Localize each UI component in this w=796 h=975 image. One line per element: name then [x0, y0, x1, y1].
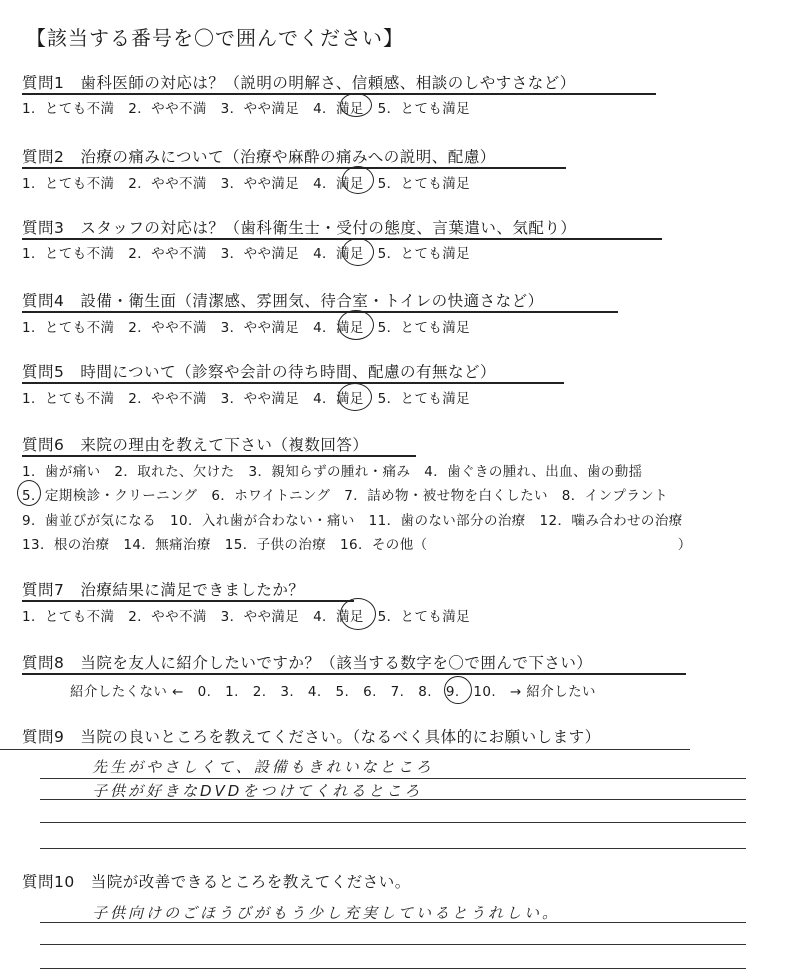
question-9-underline: [0, 749, 690, 750]
question-10-label: 質問10 当院が改善できるところを教えてください。: [22, 873, 411, 891]
question-2-underline: [22, 167, 566, 169]
question-8-scale: 紹介したくない ← 0. 1. 2. 3. 4. 5. 6. 7. 8. 9. 10. → 紹介したい: [70, 684, 596, 700]
question-1-label: 質問1 歯科医師の対応は？（説明の明解さ、信頼感、相談のしやすさなど）: [22, 74, 576, 92]
question-8-underline: [22, 673, 686, 675]
question-7-underline: [22, 600, 354, 602]
question-8-selected-circle: [444, 676, 472, 704]
question-1-selected-circle: [340, 93, 372, 117]
question-9-label: 質問9 当院の良いところを教えてください。（なるべく具体的にお願いします）: [22, 728, 601, 746]
question-4-selected-circle: [338, 310, 374, 340]
answer-line: [40, 822, 746, 823]
question-4-underline: [22, 311, 618, 313]
question-7-label: 質問7 治療結果に満足できましたか？: [22, 581, 305, 599]
question-6-line-1: 1．歯が痛い 2．取れた、欠けた 3．親知らずの腫れ・痛み 4．歯ぐきの腫れ、出血、歯の動揺: [22, 464, 643, 480]
question-5-label: 質問5 時間について（診察や会計の待ち時間、配慮の有無など）: [22, 363, 497, 381]
question-5-underline: [22, 382, 564, 384]
question-9-answer-2: 子供が好きなDVDをつけてくれるところ: [92, 782, 423, 800]
question-4-options: 1．とても不満 2．やや不満 3．やや満足 4．満足 5．とても満足: [22, 320, 471, 336]
question-10-answer-1: 子供向けのごほうびがもう少し充実しているとうれしい。: [92, 904, 561, 922]
question-3-underline: [22, 238, 662, 240]
question-3-selected-circle: [342, 238, 374, 266]
answer-line: [40, 848, 746, 849]
question-4-label: 質問4 設備・衛生面（清潔感、雰囲気、待合室・トイレの快適さなど）: [22, 292, 544, 310]
question-6-underline: [22, 455, 416, 457]
question-9-answer-1: 先生がやさしくて、設備もきれいなところ: [92, 758, 434, 776]
question-6-line-4: 13．根の治療 14．無痛治療 15．子供の治療 16．その他（ ）: [22, 537, 692, 553]
question-3-options: 1．とても不満 2．やや不満 3．やや満足 4．満足 5．とても満足: [22, 246, 471, 262]
answer-line: [40, 778, 746, 779]
question-2-label: 質問2 治療の痛みについて（治療や麻酔の痛みへの説明、配慮）: [22, 148, 496, 166]
question-8-label: 質問8 当院を友人に紹介したいですか？（該当する数字を〇で囲んで下さい）: [22, 654, 593, 672]
question-1-underline: [22, 93, 656, 95]
question-2-selected-circle: [342, 166, 374, 194]
answer-line: [40, 944, 746, 945]
question-3-label: 質問3 スタッフの対応は？（歯科衛生士・受付の態度、言葉遣い、気配り）: [22, 219, 577, 237]
question-6-line-2: 5．定期検診・クリーニング 6．ホワイトニング 7．詰め物・被せ物を白くしたい 8．インプラント: [22, 488, 669, 504]
answer-line: [40, 968, 746, 969]
question-7-options: 1．とても不満 2．やや不満 3．やや満足 4．満足 5．とても満足: [22, 609, 471, 625]
question-1-options: 1．とても不満 2．やや不満 3．やや満足 4．満足 5．とても満足: [22, 101, 471, 117]
question-7-selected-circle: [340, 598, 376, 630]
page-title: 【該当する番号を〇で囲んでください】: [26, 26, 404, 50]
question-5-options: 1．とても不満 2．やや不満 3．やや満足 4．満足 5．とても満足: [22, 391, 471, 407]
question-6-label: 質問6 来院の理由を教えて下さい（複数回答）: [22, 436, 369, 454]
question-5-selected-circle: [338, 383, 372, 411]
question-6-line-3: 9．歯並びが気になる 10．入れ歯が合わない・痛い 11．歯のない部分の治療 12．噛み合わせの治療: [22, 513, 683, 529]
question-6-selected-circle: [17, 480, 41, 506]
question-2-options: 1．とても不満 2．やや不満 3．やや満足 4．満足 5．とても満足: [22, 176, 471, 192]
